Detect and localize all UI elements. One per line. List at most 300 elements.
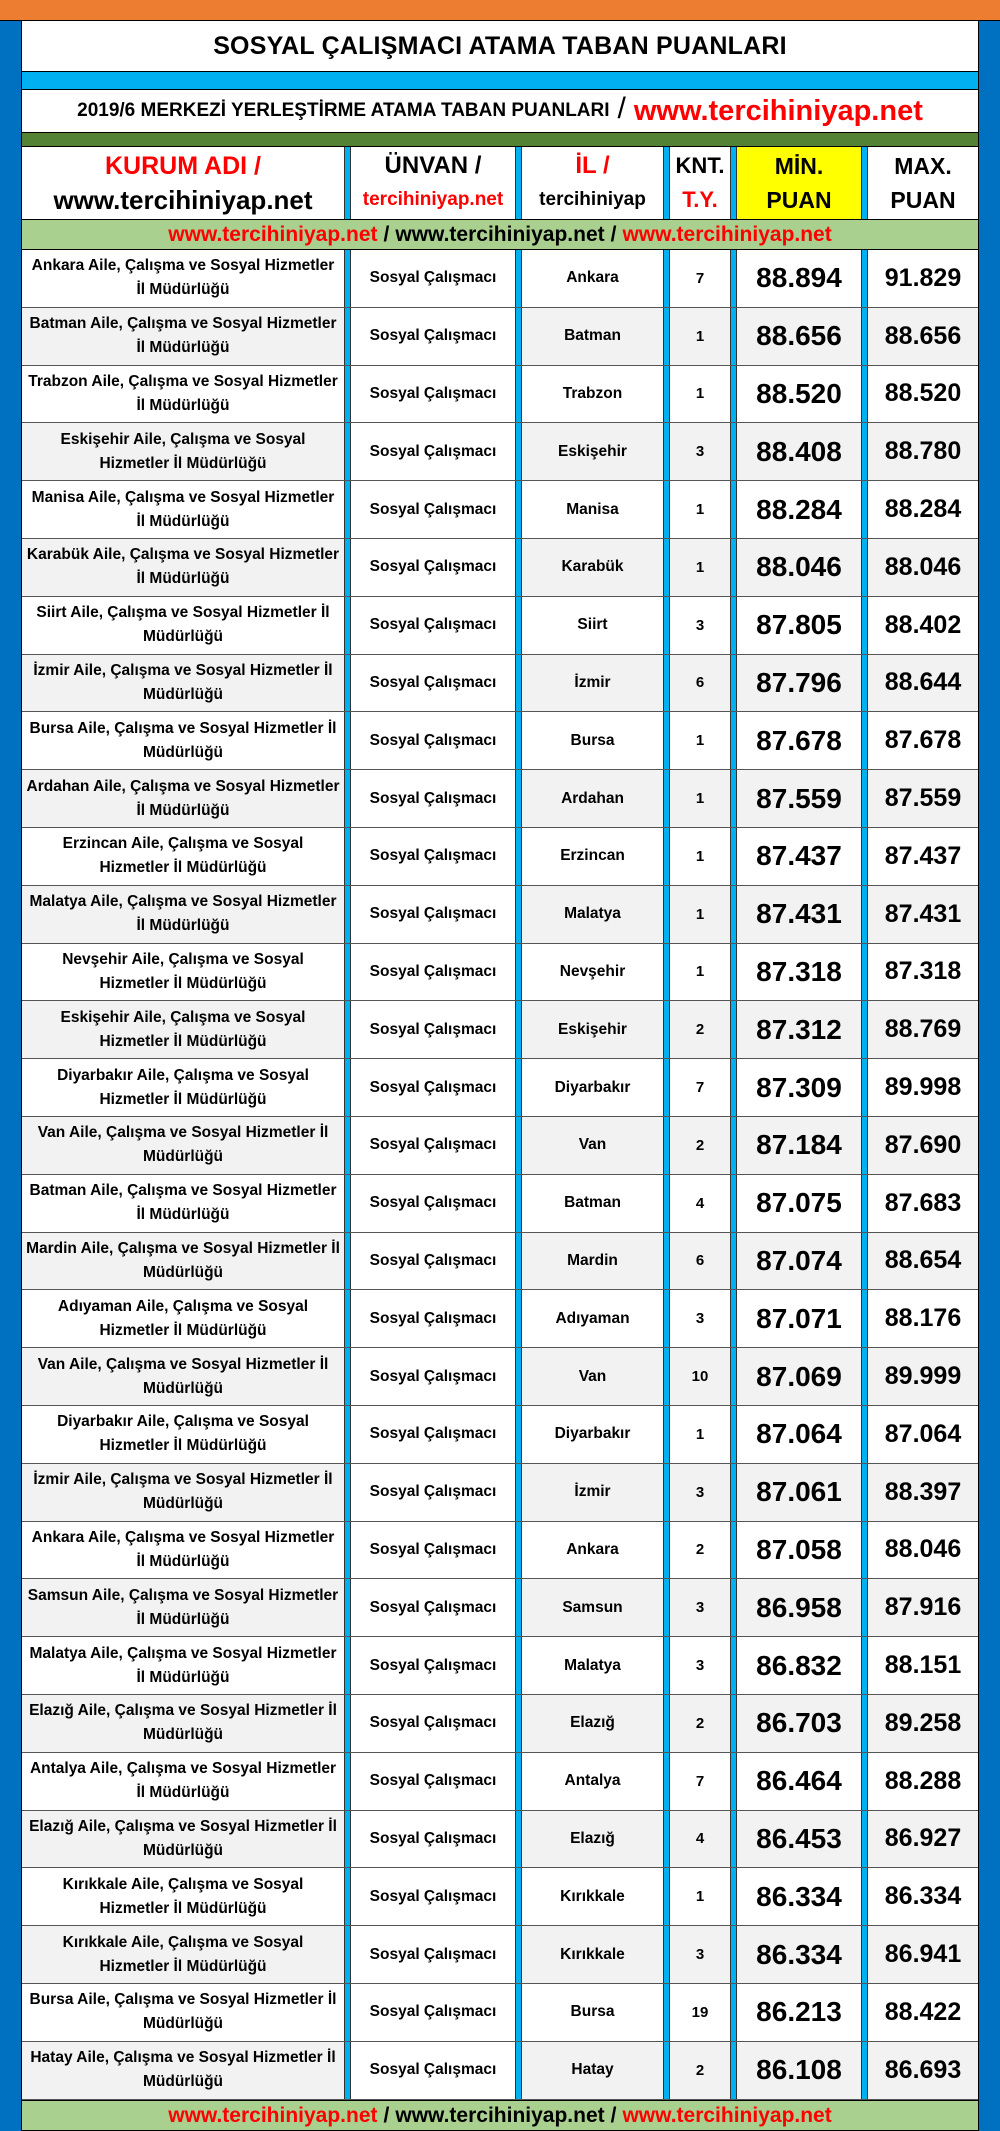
cell-unvan: Sosyal Çalışmacı bbox=[351, 366, 515, 423]
cell-knt: 1 bbox=[670, 886, 730, 943]
url-banner-slash: / bbox=[383, 2103, 390, 2127]
cell-kurum: Manisa Aile, Çalışma ve Sosyal Hizmetler İl Müdürlüğü bbox=[31, 488, 335, 530]
column-separator bbox=[663, 1579, 670, 1636]
url-banner-slash: / bbox=[610, 222, 617, 246]
cell-unvan: Sosyal Çalışmacı bbox=[351, 1637, 515, 1694]
table-row bbox=[22, 250, 978, 308]
column-separator bbox=[515, 2042, 522, 2099]
column-separator bbox=[663, 1926, 670, 1983]
column-separator bbox=[344, 308, 351, 365]
column-separator bbox=[730, 655, 737, 712]
cell-max-puan: 86.693 bbox=[868, 2042, 978, 2099]
cell-max-puan: 88.151 bbox=[884, 1651, 962, 1680]
cell-min-puan: 86.334 bbox=[737, 1926, 861, 1983]
column-separator bbox=[861, 1522, 868, 1579]
column-separator bbox=[861, 1753, 868, 1810]
cell-min-puan: 86.958 bbox=[737, 1579, 861, 1636]
cell-max-puan: 88.769 bbox=[868, 1001, 978, 1058]
column-separator bbox=[663, 1175, 670, 1232]
column-separator bbox=[730, 1117, 737, 1174]
table-row bbox=[22, 1753, 978, 1811]
header-il bbox=[522, 147, 663, 219]
column-separator bbox=[515, 1811, 522, 1868]
cell-il: Bursa bbox=[570, 2003, 615, 2021]
cell-kurum: Elazığ Aile, Çalışma ve Sosyal Hizmetler İl Müdürlüğü bbox=[22, 1695, 344, 1752]
cell-il: Diyarbakır bbox=[554, 1425, 631, 1443]
cell-kurum: Samsun Aile, Çalışma ve Sosyal Hizmetler İl Müdürlüğü bbox=[22, 1579, 344, 1636]
cell-knt: 1 bbox=[695, 1888, 705, 1906]
column-separator bbox=[663, 1117, 670, 1174]
table-row bbox=[22, 1175, 978, 1233]
column-separator bbox=[663, 886, 670, 943]
table-row bbox=[22, 1290, 978, 1348]
cell-il: Hatay bbox=[522, 2042, 663, 2099]
table-row bbox=[22, 1522, 978, 1580]
cell-il: Mardin bbox=[522, 1233, 663, 1290]
column-separator bbox=[663, 2042, 670, 2099]
column-separator bbox=[730, 712, 737, 769]
table-row bbox=[22, 1117, 978, 1175]
cell-kurum: Antalya Aile, Çalışma ve Sosyal Hizmetler İl Müdürlüğü bbox=[29, 1760, 337, 1802]
cell-il: Van bbox=[522, 1117, 663, 1174]
cell-min-puan: 87.058 bbox=[756, 1533, 842, 1565]
cell-kurum: Adıyaman Aile, Çalışma ve Sosyal Hizmetler İl Müdürlüğü bbox=[57, 1297, 309, 1339]
header-min-label: MİN. bbox=[774, 153, 824, 179]
cell-knt: 1 bbox=[670, 770, 730, 827]
cell-unvan: Sosyal Çalışmacı bbox=[351, 1753, 515, 1810]
column-separator bbox=[663, 1984, 670, 2041]
column-separator bbox=[344, 1001, 351, 1058]
cell-kurum: Malatya Aile, Çalışma ve Sosyal Hizmetler İl Müdürlüğü bbox=[22, 886, 344, 943]
cell-il: Samsun bbox=[522, 1579, 663, 1636]
cell-kurum: Malatya Aile, Çalışma ve Sosyal Hizmetler İl Müdürlüğü bbox=[29, 1644, 337, 1686]
cell-min-puan: 87.312 bbox=[737, 1001, 861, 1058]
column-separator bbox=[515, 1695, 522, 1752]
header-kurum-label: KURUM ADI / bbox=[104, 152, 261, 180]
cell-kurum: Nevşehir Aile, Çalışma ve Sosyal Hizmetler İl Müdürlüğü bbox=[62, 950, 304, 992]
column-separator bbox=[861, 1175, 868, 1232]
cell-knt: 1 bbox=[695, 732, 705, 750]
cell-knt: 19 bbox=[691, 2003, 709, 2021]
cell-il: Ardahan bbox=[522, 770, 663, 827]
column-separator bbox=[861, 655, 868, 712]
column-separator bbox=[515, 1579, 522, 1636]
column-separator bbox=[515, 1175, 522, 1232]
cell-kurum: Kırıkkale Aile, Çalışma ve Sosyal Hizmetler İl Müdürlüğü bbox=[62, 1875, 304, 1917]
cell-min-puan: 86.108 bbox=[737, 2042, 861, 2099]
column-separator bbox=[663, 712, 670, 769]
cell-kurum: Mardin Aile, Çalışma ve Sosyal Hizmetler İl Müdürlüğü bbox=[22, 1233, 344, 1290]
url-banner-part: www.tercihiniyap.net bbox=[622, 222, 832, 246]
cyan-divider bbox=[22, 72, 978, 90]
cell-knt: 2 bbox=[695, 1541, 705, 1559]
cell-kurum: Hatay Aile, Çalışma ve Sosyal Hizmetler İl Müdürlüğü bbox=[22, 2042, 344, 2099]
column-separator bbox=[730, 1579, 737, 1636]
cell-il: Eskişehir bbox=[522, 1001, 663, 1058]
column-separator bbox=[515, 1868, 522, 1925]
column-separator bbox=[861, 539, 868, 596]
cell-max-puan: 87.916 bbox=[868, 1579, 978, 1636]
cell-min-puan: 88.284 bbox=[756, 493, 842, 525]
column-separator bbox=[344, 1695, 351, 1752]
column-separator bbox=[730, 1464, 737, 1521]
column-separator bbox=[663, 1522, 670, 1579]
column-separator bbox=[515, 1406, 522, 1463]
table-row bbox=[22, 597, 978, 655]
column-separator bbox=[730, 1406, 737, 1463]
cell-unvan: Sosyal Çalışmacı bbox=[351, 250, 515, 307]
column-separator bbox=[344, 770, 351, 827]
cell-il: Manisa bbox=[566, 500, 619, 518]
column-separator bbox=[663, 1753, 670, 1810]
green-divider bbox=[22, 133, 978, 147]
column-separator bbox=[663, 539, 670, 596]
cell-kurum: Van Aile, Çalışma ve Sosyal Hizmetler İl Müdürlüğü bbox=[22, 1117, 344, 1174]
cell-il: Batman bbox=[522, 308, 663, 365]
column-separator bbox=[663, 308, 670, 365]
cell-max-puan: 88.422 bbox=[884, 1997, 962, 2026]
cell-max-puan: 89.258 bbox=[868, 1695, 978, 1752]
column-separator bbox=[344, 539, 351, 596]
column-separator bbox=[861, 1348, 868, 1405]
cell-max-puan: 88.656 bbox=[868, 308, 978, 365]
column-separator bbox=[663, 1637, 670, 1694]
cell-knt: 1 bbox=[670, 308, 730, 365]
cell-knt: 2 bbox=[670, 2042, 730, 2099]
url-banner-bottom bbox=[22, 2100, 978, 2131]
table-row bbox=[22, 539, 978, 597]
cell-min-puan: 86.334 bbox=[756, 1880, 842, 1912]
column-separator bbox=[515, 539, 522, 596]
url-banner-part: www.tercihiniyap.net bbox=[395, 222, 605, 246]
cell-max-puan: 87.318 bbox=[884, 957, 962, 986]
column-separator bbox=[730, 423, 737, 480]
cell-unvan: Sosyal Çalışmacı bbox=[351, 1348, 515, 1405]
column-separator bbox=[730, 597, 737, 654]
cell-knt: 1 bbox=[695, 385, 705, 403]
cell-max-puan: 87.690 bbox=[868, 1117, 978, 1174]
cell-il: Ankara bbox=[566, 1540, 619, 1558]
cell-unvan: Sosyal Çalışmacı bbox=[351, 1059, 515, 1116]
table-row bbox=[22, 770, 978, 828]
cell-kurum: Diyarbakır Aile, Çalışma ve Sosyal Hizmetler İl Müdürlüğü bbox=[57, 1066, 309, 1108]
cell-il: İzmir bbox=[522, 1464, 663, 1521]
table-row bbox=[22, 886, 978, 944]
cell-knt: 4 bbox=[695, 1194, 705, 1212]
column-separator bbox=[344, 1348, 351, 1405]
cell-min-puan: 88.046 bbox=[737, 539, 861, 596]
cell-kurum: Batman Aile, Çalışma ve Sosyal Hizmetler İl Müdürlüğü bbox=[29, 1182, 337, 1224]
cell-max-puan: 86.334 bbox=[884, 1882, 962, 1911]
table-body bbox=[22, 250, 978, 2100]
column-separator bbox=[861, 1637, 868, 1694]
column-separator bbox=[515, 366, 522, 423]
column-separator bbox=[861, 770, 868, 827]
cell-min-puan: 88.894 bbox=[756, 262, 842, 294]
column-separator bbox=[861, 1406, 868, 1463]
header-max-puan bbox=[868, 147, 978, 219]
cell-unvan: Sosyal Çalışmacı bbox=[351, 1001, 515, 1058]
cell-max-puan: 88.397 bbox=[868, 1464, 978, 1521]
cell-kurum: Siirt Aile, Çalışma ve Sosyal Hizmetler İl Müdürlüğü bbox=[36, 604, 330, 646]
cell-knt: 3 bbox=[695, 616, 705, 634]
cell-kurum: Van Aile, Çalışma ve Sosyal Hizmetler İl Müdürlüğü bbox=[22, 1348, 344, 1405]
column-separator bbox=[344, 1175, 351, 1232]
column-separator bbox=[861, 1001, 868, 1058]
cell-unvan: Sosyal Çalışmacı bbox=[351, 1290, 515, 1347]
column-separator bbox=[344, 1637, 351, 1694]
top-accent-bar bbox=[0, 0, 1000, 21]
cell-max-puan: 88.284 bbox=[884, 495, 962, 524]
cell-max-puan: 87.437 bbox=[884, 841, 962, 870]
column-separator bbox=[730, 2042, 737, 2099]
column-separator bbox=[861, 250, 868, 307]
column-separator bbox=[344, 1290, 351, 1347]
cell-unvan: Sosyal Çalışmacı bbox=[351, 539, 515, 596]
column-separator bbox=[861, 366, 868, 423]
column-separator bbox=[344, 423, 351, 480]
column-separator bbox=[861, 1464, 868, 1521]
column-separator bbox=[515, 944, 522, 1001]
column-separator bbox=[663, 423, 670, 480]
cell-max-puan: 88.780 bbox=[868, 423, 978, 480]
cell-min-puan: 87.184 bbox=[737, 1117, 861, 1174]
cell-min-puan: 87.437 bbox=[756, 840, 842, 872]
cell-unvan: Sosyal Çalışmacı bbox=[351, 944, 515, 1001]
cell-kurum: Ankara Aile, Çalışma ve Sosyal Hizmetler İl Müdürlüğü bbox=[31, 257, 335, 299]
cell-unvan: Sosyal Çalışmacı bbox=[351, 1926, 515, 1983]
table-row bbox=[22, 481, 978, 539]
column-separator bbox=[515, 712, 522, 769]
column-separator bbox=[344, 886, 351, 943]
cell-min-puan: 86.213 bbox=[756, 1996, 842, 2028]
cell-unvan: Sosyal Çalışmacı bbox=[351, 1811, 515, 1868]
cell-knt: 7 bbox=[695, 1772, 705, 1790]
column-separator bbox=[344, 366, 351, 423]
column-separator bbox=[515, 1637, 522, 1694]
cell-knt: 2 bbox=[670, 1001, 730, 1058]
column-separator bbox=[663, 770, 670, 827]
cell-kurum: Karabük Aile, Çalışma ve Sosyal Hizmetler İl Müdürlüğü bbox=[22, 539, 344, 596]
header-kurum-url: www.tercihiniyap.net bbox=[53, 185, 313, 215]
column-separator bbox=[730, 366, 737, 423]
subtitle-text: 2019/6 MERKEZİ YERLEŞTİRME ATAMA TABAN PUANLARI bbox=[77, 100, 610, 121]
table-row bbox=[22, 1695, 978, 1753]
cell-unvan: Sosyal Çalışmacı bbox=[351, 1868, 515, 1925]
url-banner-part: www.tercihiniyap.net bbox=[168, 2103, 378, 2127]
cell-il: Kırıkkale bbox=[560, 1887, 625, 1905]
column-separator bbox=[861, 1926, 868, 1983]
cell-min-puan: 87.796 bbox=[737, 655, 861, 712]
header-unvan-label: ÜNVAN / bbox=[384, 152, 482, 179]
cell-unvan: Sosyal Çalışmacı bbox=[351, 1175, 515, 1232]
table-header bbox=[22, 147, 978, 220]
cell-unvan: Sosyal Çalışmacı bbox=[351, 1579, 515, 1636]
column-separator bbox=[730, 481, 737, 538]
column-separator bbox=[344, 655, 351, 712]
cell-kurum: Ankara Aile, Çalışma ve Sosyal Hizmetler İl Müdürlüğü bbox=[31, 1528, 335, 1570]
column-separator bbox=[861, 308, 868, 365]
column-separator bbox=[344, 1406, 351, 1463]
header-knt-label: KNT. bbox=[675, 153, 725, 178]
column-separator bbox=[861, 481, 868, 538]
cell-il: Ankara bbox=[566, 269, 619, 287]
column-separator bbox=[861, 1984, 868, 2041]
cell-unvan: Sosyal Çalışmacı bbox=[351, 770, 515, 827]
column-separator bbox=[515, 1348, 522, 1405]
column-separator bbox=[344, 1522, 351, 1579]
column-separator bbox=[344, 147, 351, 219]
column-separator bbox=[344, 597, 351, 654]
column-separator bbox=[344, 1579, 351, 1636]
table-row bbox=[22, 1926, 978, 1984]
cell-knt: 1 bbox=[695, 1425, 705, 1443]
cell-unvan: Sosyal Çalışmacı bbox=[351, 481, 515, 538]
column-separator bbox=[861, 1233, 868, 1290]
column-separator bbox=[663, 1406, 670, 1463]
column-separator bbox=[344, 481, 351, 538]
column-separator bbox=[730, 1868, 737, 1925]
cell-il: Malatya bbox=[564, 1656, 621, 1674]
table-row bbox=[22, 1233, 978, 1291]
cell-min-puan: 87.559 bbox=[737, 770, 861, 827]
table-row bbox=[22, 1348, 978, 1406]
cell-knt: 3 bbox=[670, 1464, 730, 1521]
header-min-puan bbox=[737, 147, 861, 219]
header-min-sub: PUAN bbox=[766, 187, 832, 213]
cell-min-puan: 87.805 bbox=[756, 609, 842, 641]
column-separator bbox=[515, 423, 522, 480]
cell-max-puan: 87.064 bbox=[884, 1419, 962, 1448]
column-separator bbox=[515, 1753, 522, 1810]
column-separator bbox=[730, 770, 737, 827]
cell-il: Adıyaman bbox=[555, 1309, 630, 1327]
column-separator bbox=[730, 539, 737, 596]
column-separator bbox=[730, 944, 737, 1001]
table-row bbox=[22, 423, 978, 481]
cell-knt: 3 bbox=[695, 1310, 705, 1328]
column-separator bbox=[344, 1868, 351, 1925]
cell-min-puan: 87.431 bbox=[737, 886, 861, 943]
cell-il: Bursa bbox=[570, 731, 615, 749]
column-separator bbox=[344, 1811, 351, 1868]
cell-unvan: Sosyal Çalışmacı bbox=[351, 2042, 515, 2099]
cell-il: Van bbox=[522, 1348, 663, 1405]
column-separator bbox=[663, 1868, 670, 1925]
cell-unvan: Sosyal Çalışmacı bbox=[351, 1406, 515, 1463]
table-row bbox=[22, 366, 978, 424]
column-separator bbox=[730, 1290, 737, 1347]
header-unvan-url: tercihiniyap.net bbox=[362, 189, 504, 210]
cell-unvan: Sosyal Çalışmacı bbox=[351, 1117, 515, 1174]
column-separator bbox=[730, 147, 737, 219]
subtitle-row bbox=[22, 90, 978, 133]
column-separator bbox=[515, 597, 522, 654]
cell-il: Kırıkkale bbox=[522, 1926, 663, 1983]
table-row bbox=[22, 308, 978, 366]
column-separator bbox=[730, 1695, 737, 1752]
column-separator bbox=[861, 1059, 868, 1116]
column-separator bbox=[515, 828, 522, 885]
cell-il: Erzincan bbox=[560, 847, 625, 865]
cell-min-puan: 87.075 bbox=[756, 1187, 842, 1219]
column-separator bbox=[730, 1984, 737, 2041]
table-row bbox=[22, 655, 978, 713]
cell-knt: 2 bbox=[670, 1695, 730, 1752]
column-separator bbox=[344, 1233, 351, 1290]
table-row bbox=[22, 1406, 978, 1464]
column-separator bbox=[861, 828, 868, 885]
column-separator bbox=[515, 481, 522, 538]
cell-knt: 1 bbox=[695, 963, 705, 981]
cell-min-puan: 88.656 bbox=[737, 308, 861, 365]
column-separator bbox=[730, 1001, 737, 1058]
cell-il: Malatya bbox=[522, 886, 663, 943]
cell-min-puan: 86.464 bbox=[756, 1765, 842, 1797]
cell-max-puan: 87.678 bbox=[884, 726, 962, 755]
cell-max-puan: 88.402 bbox=[884, 610, 962, 639]
cell-min-puan: 86.832 bbox=[756, 1649, 842, 1681]
cell-max-puan: 89.998 bbox=[884, 1073, 962, 1102]
cell-min-puan: 87.061 bbox=[737, 1464, 861, 1521]
column-separator bbox=[515, 655, 522, 712]
column-separator bbox=[663, 1464, 670, 1521]
cell-knt: 3 bbox=[670, 1579, 730, 1636]
column-separator bbox=[730, 1233, 737, 1290]
cell-unvan: Sosyal Çalışmacı bbox=[351, 308, 515, 365]
column-separator bbox=[663, 828, 670, 885]
table-row bbox=[22, 1579, 978, 1637]
column-separator bbox=[515, 1059, 522, 1116]
column-separator bbox=[663, 481, 670, 538]
column-separator bbox=[730, 1522, 737, 1579]
column-separator bbox=[515, 770, 522, 827]
cell-kurum: Ardahan Aile, Çalışma ve Sosyal Hizmetler İl Müdürlüğü bbox=[22, 770, 344, 827]
cell-il: İzmir bbox=[522, 655, 663, 712]
cell-knt: 1 bbox=[695, 847, 705, 865]
table-row bbox=[22, 1868, 978, 1926]
cell-unvan: Sosyal Çalışmacı bbox=[351, 712, 515, 769]
table-row bbox=[22, 712, 978, 770]
column-separator bbox=[515, 1117, 522, 1174]
column-separator bbox=[344, 828, 351, 885]
column-separator bbox=[663, 366, 670, 423]
cell-kurum: Kırıkkale Aile, Çalışma ve Sosyal Hizmetler İl Müdürlüğü bbox=[22, 1926, 344, 1983]
column-separator bbox=[515, 1522, 522, 1579]
cell-il: Siirt bbox=[577, 616, 608, 634]
cell-max-puan: 91.829 bbox=[884, 263, 962, 292]
cell-unvan: Sosyal Çalışmacı bbox=[351, 1522, 515, 1579]
cell-max-puan: 89.999 bbox=[868, 1348, 978, 1405]
column-separator bbox=[861, 147, 868, 219]
column-separator bbox=[663, 1348, 670, 1405]
table-row bbox=[22, 1001, 978, 1059]
cell-il: Eskişehir bbox=[522, 423, 663, 480]
column-separator bbox=[730, 886, 737, 943]
column-separator bbox=[730, 1348, 737, 1405]
subtitle-slash: / bbox=[617, 92, 626, 125]
url-banner-slash: / bbox=[610, 2103, 617, 2127]
cell-knt: 10 bbox=[670, 1348, 730, 1405]
column-separator bbox=[515, 1001, 522, 1058]
cell-unvan: Sosyal Çalışmacı bbox=[351, 886, 515, 943]
column-separator bbox=[861, 1868, 868, 1925]
header-knt bbox=[670, 147, 730, 219]
column-separator bbox=[861, 1290, 868, 1347]
column-separator bbox=[663, 655, 670, 712]
column-separator bbox=[344, 250, 351, 307]
column-separator bbox=[344, 2042, 351, 2099]
